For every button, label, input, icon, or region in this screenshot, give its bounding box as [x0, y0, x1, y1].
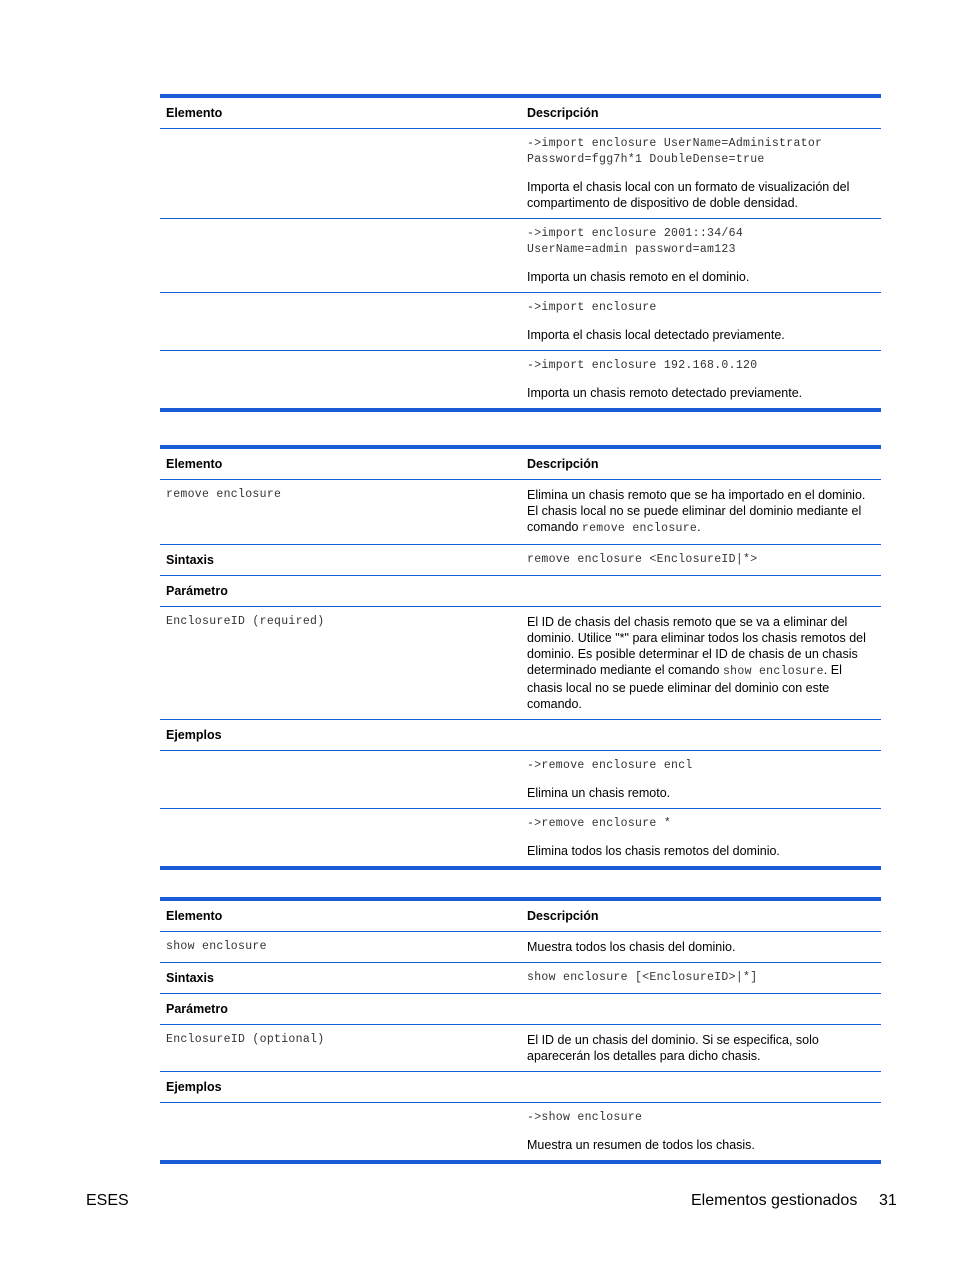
footer-section: Elementos gestionados	[691, 1192, 858, 1209]
example-description: Muestra un resumen de todos los chasis.	[527, 1138, 755, 1152]
example-description: Importa un chasis remoto detectado previamente.	[527, 386, 803, 400]
text: Elimina un chasis remoto que se ha importado en el dominio. El chasis local no se puede eliminar del dominio mediante el comando	[527, 488, 866, 534]
import-examples-table	[160, 94, 881, 412]
table-row	[160, 129, 881, 218]
header-descripcion: Descripción	[527, 909, 599, 923]
table-row	[160, 480, 881, 544]
empty-cell	[160, 293, 521, 350]
example-code: ->import enclosure	[527, 301, 657, 314]
empty-cell	[521, 994, 881, 1024]
parametro-label: Parámetro	[166, 1002, 228, 1016]
table-row	[160, 993, 881, 1024]
table-row	[160, 1102, 881, 1160]
description-cell	[521, 293, 881, 350]
empty-cell	[521, 1072, 881, 1102]
show-enclosure-table	[160, 897, 881, 1164]
empty-cell	[160, 129, 521, 218]
description-cell	[521, 751, 881, 808]
example-code: ->remove enclosure *	[527, 817, 672, 830]
description-cell	[521, 1103, 881, 1160]
empty-cell	[521, 720, 881, 750]
table-row	[160, 808, 881, 866]
inline-code: show enclosure	[722, 665, 824, 678]
command-name: remove enclosure	[166, 488, 282, 501]
param-description	[521, 607, 881, 719]
example-description: Importa el chasis local con un formato de visualización del compartimento de dispositivo de doble densidad.	[527, 180, 850, 210]
example-description: Importa un chasis remoto en el dominio.	[527, 270, 750, 284]
table-header-row	[160, 901, 881, 932]
example-code: ->show enclosure	[527, 1111, 643, 1124]
example-description: Elimina todos los chasis remotos del dominio.	[527, 844, 780, 858]
table-row	[160, 575, 881, 606]
table-row	[160, 350, 881, 408]
param-name: EnclosureID (required)	[166, 615, 325, 628]
empty-cell	[160, 1103, 521, 1160]
text: El ID de chasis del chasis remoto que se va a eliminar del dominio. Utilice "*" para eliminar todos los chasis remotos del dominio. Es posible determinar el ID de chasis de un chasis determinado mediante el comando	[527, 615, 866, 677]
sintaxis-value: show enclosure [<EnclosureID>|*]	[527, 971, 758, 984]
empty-cell	[160, 351, 521, 408]
table-header-row	[160, 98, 881, 129]
table-row	[160, 750, 881, 808]
sintaxis-label: Sintaxis	[166, 553, 214, 567]
table-row	[160, 962, 881, 993]
table-row	[160, 292, 881, 350]
table-row	[160, 1071, 881, 1102]
example-code: ->import enclosure 2001::34/64 UserName=admin password=am123	[527, 227, 744, 256]
description-cell	[521, 809, 881, 866]
ejemplos-label: Ejemplos	[166, 728, 222, 742]
command-description	[521, 480, 881, 544]
example-code: ->remove enclosure encl	[527, 759, 693, 772]
table-header-row	[160, 449, 881, 480]
table-row	[160, 932, 881, 962]
param-name: EnclosureID (optional)	[166, 1033, 325, 1046]
description-cell	[521, 351, 881, 408]
inline-code: remove enclosure	[581, 522, 698, 535]
command-name: show enclosure	[166, 940, 267, 953]
sintaxis-value: remove enclosure <EnclosureID|*>	[527, 553, 758, 566]
example-code: ->import enclosure UserName=Administrator Password=fgg7h*1 DoubleDense=true	[527, 137, 823, 166]
description-cell	[521, 129, 881, 218]
parametro-label: Parámetro	[166, 584, 228, 598]
footer-left: ESES	[86, 1192, 129, 1209]
header-elemento: Elemento	[166, 909, 223, 923]
empty-cell	[160, 809, 521, 866]
remove-enclosure-table	[160, 445, 881, 870]
header-elemento: Elemento	[166, 106, 223, 120]
empty-cell	[160, 751, 521, 808]
header-elemento: Elemento	[166, 457, 223, 471]
param-description: El ID de un chasis del dominio. Si se especifica, solo aparecerán los detalles para dicho chasis.	[527, 1033, 819, 1063]
empty-cell	[160, 219, 521, 292]
page-number: 31	[879, 1192, 897, 1209]
command-description: Muestra todos los chasis del dominio.	[527, 940, 736, 954]
sintaxis-label: Sintaxis	[166, 971, 214, 985]
header-descripcion: Descripción	[527, 106, 599, 120]
description-cell	[521, 219, 881, 292]
table-row	[160, 606, 881, 719]
text: .	[697, 520, 701, 534]
header-descripcion: Descripción	[527, 457, 599, 471]
empty-cell	[521, 576, 881, 606]
ejemplos-label: Ejemplos	[166, 1080, 222, 1094]
example-description: Elimina un chasis remoto.	[527, 786, 671, 800]
table-row	[160, 544, 881, 575]
table-row	[160, 719, 881, 750]
example-description: Importa el chasis local detectado previamente.	[527, 328, 785, 342]
text: . El chasis local no se puede eliminar del dominio con este comando.	[527, 663, 842, 711]
example-code: ->import enclosure 192.168.0.120	[527, 359, 758, 372]
table-row	[160, 218, 881, 292]
table-row	[160, 1024, 881, 1071]
